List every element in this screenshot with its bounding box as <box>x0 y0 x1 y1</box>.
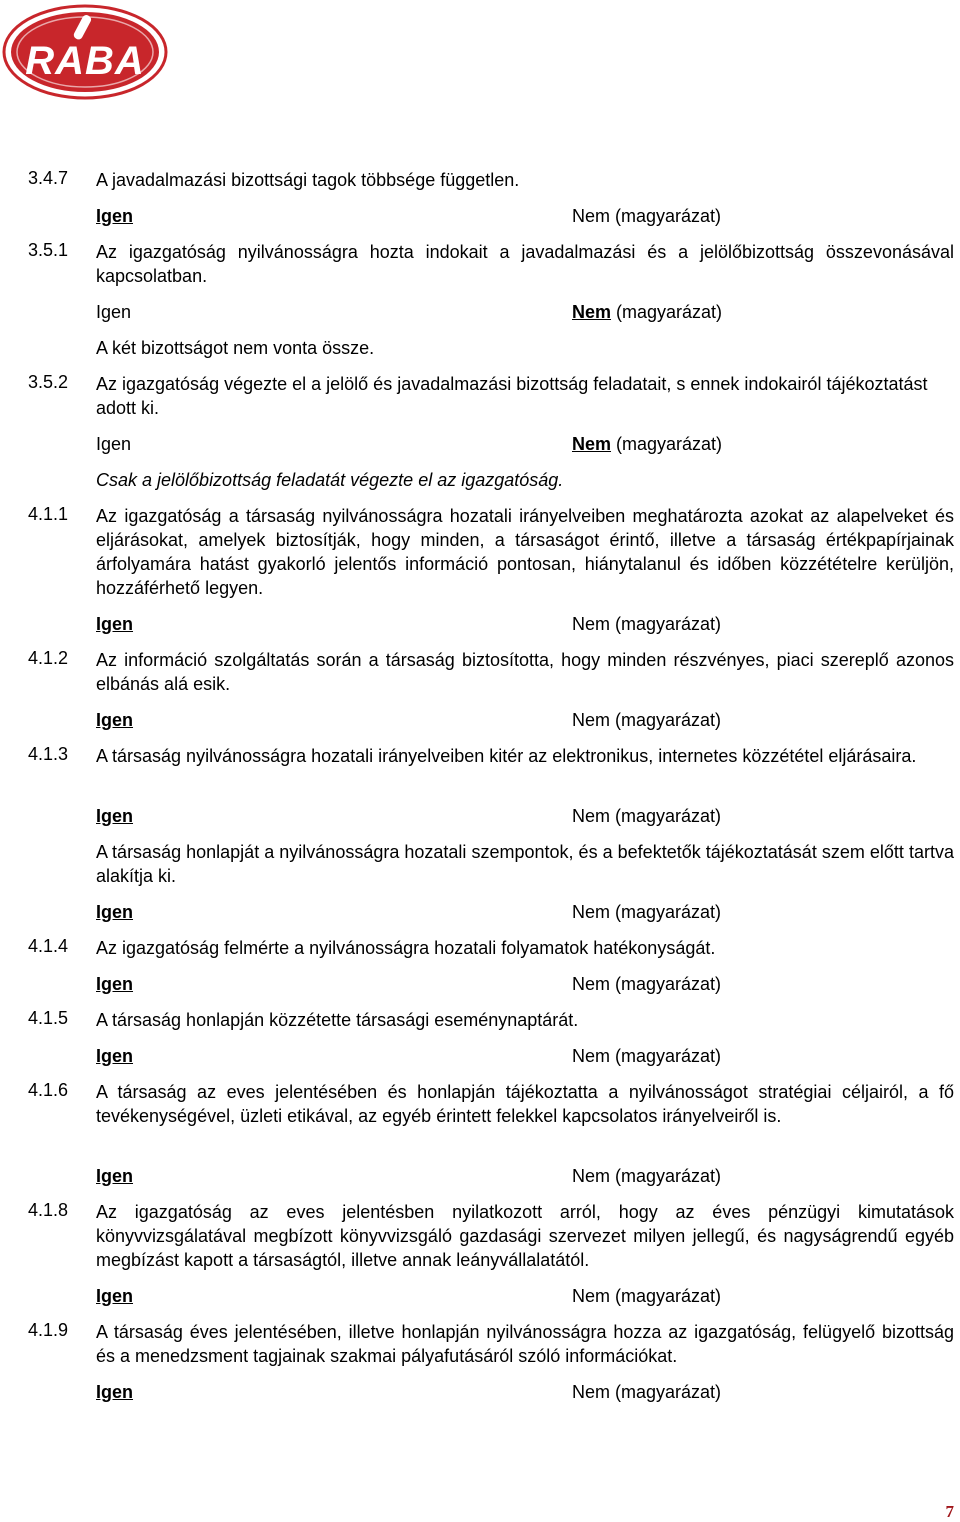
answer-row <box>28 900 954 924</box>
answer-yes-selected: Igen <box>96 1286 134 1306</box>
item-4-1-1 <box>28 504 954 600</box>
answer-row <box>28 300 954 324</box>
item-number: 3.4.7 <box>28 168 69 188</box>
item-number: 3.5.1 <box>28 240 69 260</box>
item-number: 4.1.8 <box>28 1200 69 1220</box>
answer-no: Nem (magyarázat) <box>572 710 722 730</box>
answer-no-suffix: (magyarázat) <box>611 302 723 322</box>
answer-yes: Igen <box>96 434 132 454</box>
item-question: Az igazgatóság nyilvánosságra hozta indokait a javadalmazási és a jelölőbizottság összevonásával kapcsolatban. <box>96 242 954 286</box>
answer-no: Nem (magyarázat) <box>572 974 722 994</box>
item-4-1-2 <box>28 648 954 696</box>
item-4-1-4 <box>28 936 954 960</box>
answer-note: Csak a jelölőbizottság feladatát végezte el az igazgatóság. <box>96 470 564 490</box>
answer-no: Nem (magyarázat) <box>572 1286 722 1306</box>
answer-no: Nem (magyarázat) <box>572 806 722 826</box>
item-4-1-6 <box>28 1080 954 1128</box>
answer-row <box>28 804 954 828</box>
raba-logo <box>2 4 168 100</box>
answer-yes: Igen <box>96 302 132 322</box>
item-sub-question: A társaság honlapját a nyilvánosságra hozatali szempontok, és a befektetők tájékoztatását szem előtt tartva alakítja ki. <box>96 842 954 886</box>
item-3-4-7 <box>28 168 960 192</box>
answer-no-keyword: Nem <box>572 434 612 454</box>
item-question: A társaság nyilvánosságra hozatali irányelveiben kitér az elektronikus, internetes közzététel eljárásaira. <box>96 746 917 766</box>
item-number: 4.1.6 <box>28 1080 69 1100</box>
answer-row <box>28 1044 954 1068</box>
item-question: A társaság az eves jelentésében és honlapján tájékoztatta a nyilvánosságot stratégiai céljairól, a fő tevékenységével, üzleti etikával, az egyéb érintett felekkel kapcsolatos irányelveiről is. <box>96 1082 954 1126</box>
answer-no: Nem (magyarázat) <box>572 1166 722 1186</box>
logo-text: RABA <box>25 39 145 83</box>
answer-row <box>28 1380 954 1404</box>
item-question: Az információ szolgáltatás során a társaság biztosította, hogy minden részvényes, piaci szereplő azonos elbánás alá esik. <box>96 650 954 694</box>
answer-no-selected <box>572 300 722 324</box>
answer-no: Nem (magyarázat) <box>572 1382 722 1402</box>
answer-no: Nem (magyarázat) <box>572 902 722 922</box>
answer-no-suffix: (magyarázat) <box>611 434 723 454</box>
item-4-1-5 <box>28 1008 954 1032</box>
item-number: 4.1.9 <box>28 1320 69 1340</box>
answer-row <box>28 612 954 636</box>
answer-yes-selected: Igen <box>96 614 134 634</box>
answer-yes-selected: Igen <box>96 1382 134 1402</box>
item-question: Az igazgatóság felmérte a nyilvánosságra hozatali folyamatok hatékonyságát. <box>96 938 716 958</box>
item-3-5-1 <box>28 240 954 288</box>
page-number: 7 <box>945 1502 954 1521</box>
item-question: Az igazgatóság a társaság nyilvánosságra hozatali irányelveiben meghatározta azokat az alapelveket és eljárásokat, amelyek biztosítják, hogy minden, a társaságot érintő, illetve a társaság értékpapírjainak árfolyamára hatást gyakorló jelentős információ pontosan, hiánytalanul és időben közzétételre kerüljön, hozzáférhető legyen. <box>96 506 954 598</box>
item-question: Az igazgatóság végezte el a jelölő és javadalmazási bizottság feladatait, s ennek indokairól tájékoztatást adott ki. <box>96 374 928 418</box>
answer-yes-selected: Igen <box>96 902 134 922</box>
item-number: 4.1.1 <box>28 504 69 524</box>
answer-no-keyword: Nem <box>572 302 612 322</box>
item-number: 4.1.4 <box>28 936 69 956</box>
answer-row <box>28 972 954 996</box>
answer-no-selected <box>572 432 722 456</box>
answer-no: Nem (magyarázat) <box>572 1046 722 1066</box>
answer-row <box>28 204 954 228</box>
item-question: A társaság honlapján közzétette társasági eseménynaptárát. <box>96 1010 579 1030</box>
item-question: A javadalmazási bizottsági tagok többsége független. <box>96 170 520 190</box>
item-question: A társaság éves jelentésében, illetve honlapján nyilvánosságra hozza az igazgatóság, felügyelő bizottság és a menedzsment tagjainak szakmai pályafutásáról szóló információkat. <box>96 1322 954 1366</box>
answer-no: Nem (magyarázat) <box>572 614 722 634</box>
answer-yes-selected: Igen <box>96 806 134 826</box>
item-4-1-8 <box>28 1200 954 1272</box>
answer-note: A két bizottságot nem vonta össze. <box>96 338 375 358</box>
answer-yes-selected: Igen <box>96 974 134 994</box>
answer-no: Nem (magyarázat) <box>572 206 722 226</box>
item-number: 4.1.3 <box>28 744 69 764</box>
item-number: 4.1.2 <box>28 648 69 668</box>
answer-row <box>28 1284 954 1308</box>
item-number: 4.1.5 <box>28 1008 69 1028</box>
answer-row <box>28 708 954 732</box>
answer-yes-selected: Igen <box>96 1166 134 1186</box>
item-question: Az igazgatóság az eves jelentésben nyilatkozott arról, hogy az éves pénzügyi kimutatások könyvvizsgálatával megbízott könyvvizsgáló gazdasági szervezet milyen jellegű, és nagyságrendű egyéb megbízást kapott a társaságtól, illetve annak leányvállalatától. <box>96 1202 954 1270</box>
answer-yes-selected: Igen <box>96 1046 134 1066</box>
answer-row <box>28 432 954 456</box>
answer-yes-selected: Igen <box>96 710 134 730</box>
item-4-1-9 <box>28 1320 954 1368</box>
answer-row <box>28 1164 954 1188</box>
answer-yes-selected: Igen <box>96 206 134 226</box>
item-4-1-3 <box>28 744 954 768</box>
item-3-5-2 <box>28 372 954 420</box>
item-number: 3.5.2 <box>28 372 69 392</box>
